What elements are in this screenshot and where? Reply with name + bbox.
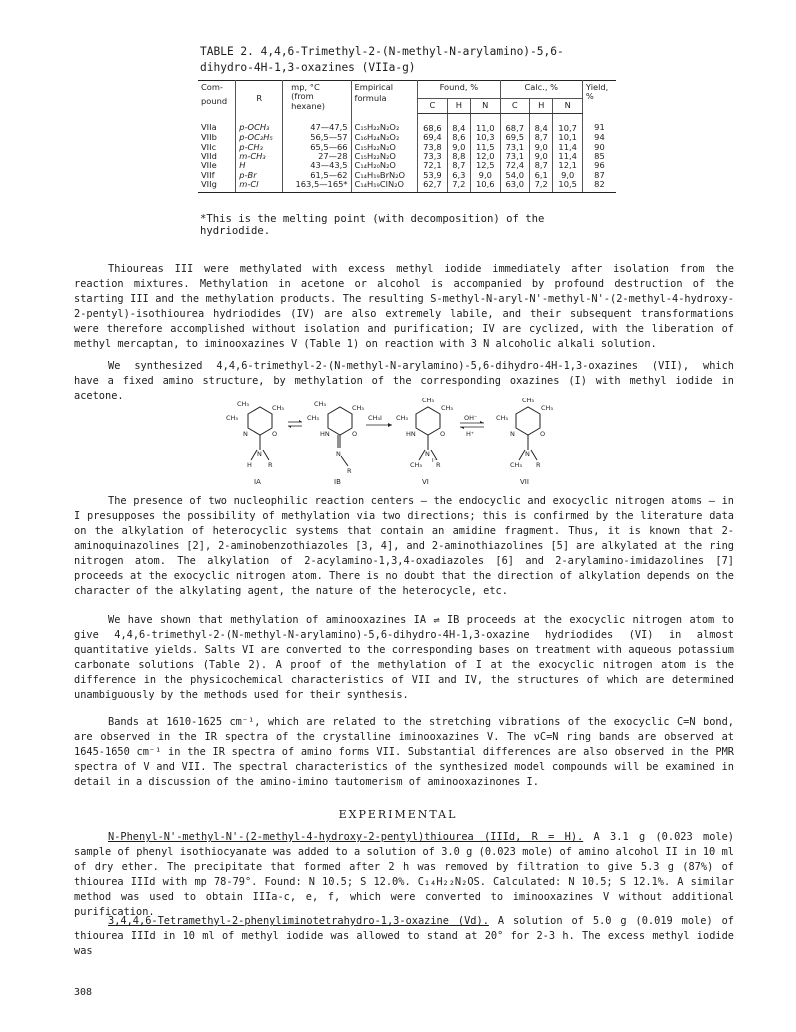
header-calc-c: C (500, 99, 530, 113)
structure-vii (496, 398, 553, 486)
cell-r: p-OCH₃ (236, 113, 283, 133)
table-row (198, 113, 616, 133)
cell-mp: 61,5—62 (283, 171, 351, 180)
label-ch3: CH₃ (496, 414, 509, 422)
cell-found-h: 9,0 (447, 143, 470, 152)
label-n: N (336, 450, 341, 458)
label-o: O (540, 430, 546, 438)
cell-calc-h: 8,4 (530, 113, 553, 133)
cell-found-c: 68,6 (418, 113, 448, 133)
label-o: O (440, 430, 446, 438)
cell-calc-h: 8,7 (530, 133, 553, 142)
cell-compound: VIId (198, 152, 236, 161)
label-ch3: CH₃ (396, 414, 409, 422)
cell-found-h: 7,2 (447, 180, 470, 192)
cell-r: p-CH₃ (236, 143, 283, 152)
label-i-minus: I⁻ (432, 458, 437, 464)
label-ch3: CH₃ (422, 398, 435, 404)
reagent-label: CH₃I (368, 414, 382, 422)
cell-formula: C₁₄H₁₉ClN₂O (351, 180, 418, 192)
cell-found-c: 69,4 (418, 133, 448, 142)
label-r: R (436, 461, 441, 469)
procedure-text-iiid: A 3.1 g (0.023 mole) sample of phenyl isothiocyanate was added to a solution of 3.0 g (0.023 mole) of amino alcohol II in 10 ml of dry ether. The precipitate that formed after 2 h was removed by filtration to give 5.3 g (87%) of thiourea IIId with mp 78-79°. Found: N 10.5; S 12.0%. C₁₄H₂₂N₂OS. Calculated: N 10.5; S 12.1%. A similar method was used to obtain IIIa-c, e, f, which were converted to iminooxazines V without additional purification. (74, 831, 734, 918)
cell-found-c: 62,7 (418, 180, 448, 192)
cell-calc-h: 9,0 (530, 143, 553, 152)
cell-calc-n: 10,7 (553, 113, 583, 133)
cell-yield: 94 (594, 132, 605, 143)
cell-r: p-OC₂H₅ (236, 133, 283, 142)
cell-calc-c: 72,4 (500, 161, 530, 170)
cell-found-h: 8,6 (447, 133, 470, 142)
cell-yield: 87 (594, 169, 605, 180)
cell-found-n: 10,3 (471, 133, 501, 142)
header-calc: Calc., % (500, 81, 582, 99)
label-hn: HN (320, 430, 330, 438)
label-ch3: CH₃ (226, 414, 239, 422)
label-ch3: CH₃ (410, 461, 423, 469)
cell-formula: C₁₄H₂₀N₂O (351, 161, 418, 170)
label-n: N (243, 430, 248, 438)
cell-compound: VIIe (198, 161, 236, 170)
cell-yield: 90 (594, 141, 605, 152)
reaction-scheme (210, 398, 590, 490)
header-compound: Com- pound (198, 81, 236, 114)
structure-ia (226, 400, 284, 486)
label-r: R (536, 461, 541, 469)
cell-yield: 96 (594, 160, 605, 171)
cell-calc-c: 68,7 (500, 113, 530, 133)
cell-compound: VIIa (198, 113, 236, 133)
table-row (198, 161, 616, 170)
table-row (198, 171, 616, 180)
cell-formula: C₁₅H₂₂N₂O₂ (351, 113, 418, 133)
label-o: O (352, 430, 358, 438)
table-row (198, 152, 616, 161)
cell-calc-n: 10,5 (553, 180, 583, 192)
cell-yield: 85 (594, 151, 605, 162)
header-found-h: H (447, 99, 470, 113)
label-ch3: CH₃ (307, 414, 320, 422)
cell-r: H (236, 161, 283, 170)
cell-found-c: 73,8 (418, 143, 448, 152)
cell-mp: 163,5—165* (283, 180, 351, 192)
label-h: H (247, 461, 252, 469)
structure-ib (307, 400, 364, 486)
header-r: R (236, 81, 283, 114)
cell-found-n: 12,0 (471, 152, 501, 161)
paragraph-experimental-1 (74, 830, 734, 920)
header-yield: Yield, % (582, 81, 616, 114)
cell-mp: 43—43,5 (283, 161, 351, 170)
label-r: R (347, 467, 352, 475)
label-n: N (510, 430, 515, 438)
compound-label-vi: VI (422, 478, 429, 486)
cell-found-n: 10,6 (471, 180, 501, 192)
table-row (198, 180, 616, 192)
cell-found-n: 11,0 (471, 113, 501, 133)
cell-mp: 27—28 (283, 152, 351, 161)
cell-found-h: 8,4 (447, 113, 470, 133)
acid-label: H⁺ (466, 430, 475, 438)
paragraph-synthesis-vii: We synthesized 4,4,6-trimethyl-2-(N-methyl-N-arylamino)-5,6-dihydro-4H-1,3-oxazines (VII), which have a fixed amino structure, by methylation of the corresponding oxazines (I) with methyl iodide in acetone. (74, 360, 734, 402)
procedure-title-iiid: N-Phenyl-N'-methyl-N'-(2-methyl-4-hydroxy-2-pentyl)thiourea (IIId, R = H). (108, 831, 584, 843)
label-n: N (257, 450, 262, 458)
cell-calc-n: 9,0 (553, 171, 583, 180)
cell-yield: 91 (594, 122, 605, 133)
label-r: R (268, 461, 273, 469)
cell-yield: 82 (582, 180, 616, 192)
data-table (198, 80, 616, 193)
compound-label-ib: IB (334, 478, 341, 486)
label-ch3: CH₃ (314, 400, 327, 408)
label-ch3: CH₃ (441, 404, 454, 412)
header-found-n: N (471, 99, 501, 113)
structure-vi (396, 398, 453, 486)
label-n: N (425, 450, 430, 458)
cell-formula: C₁₆H₂₄N₂O₂ (351, 133, 418, 142)
page-number: 308 (74, 987, 93, 998)
cell-found-n: 11,5 (471, 143, 501, 152)
cell-calc-c: 63,0 (500, 180, 530, 192)
header-mp: mp, °C (from hexane) (283, 81, 351, 114)
label-ch3: CH₃ (541, 404, 554, 412)
compound-label-vii: VII (520, 478, 529, 486)
header-found-c: C (418, 99, 448, 113)
table-caption-line1: TABLE 2. 4,4,6-Trimethyl-2-(N-methyl-N-arylamino)-5,6- (200, 45, 564, 58)
cell-compound: VIIg (198, 180, 236, 192)
header-formula: Empirical formula (351, 81, 418, 114)
table-caption (200, 44, 620, 76)
cell-calc-c: 69,5 (500, 133, 530, 142)
table-caption-line2: dihydro-4H-1,3-oxazines (VIIa-g) (200, 61, 416, 74)
cell-calc-n: 10,1 (553, 133, 583, 142)
procedure-text-vd: A solution of 5.0 g (0.019 mole) of thiourea IIId in 10 ml of methyl iodide was allowed to stand at 20° for 2-3 h. The excess methyl iodide was (74, 915, 734, 957)
label-ch3: CH₃ (522, 398, 535, 404)
header-calc-h: H (530, 99, 553, 113)
cell-compound: VIIb (198, 133, 236, 142)
paragraph-nucleophilic-centers: The presence of two nucleophilic reaction centers — the endocyclic and exocyclic nitrogen atoms — in I presupposes the possibility of methylation via two directions; this is confirmed by the literature data on the alkylation of heterocyclic systems that contain an amidine fragment. Thus, it is known that 2-aminoquinazolines [2], 2-aminobenzothiazoles [3, 4], and 2-aminothiazolines [5] are alkylated at the ring nitrogen atom. The alkylation of 2-acylamino-1,3,4-oxadiazoles [6] and 2-arylamino-imidazolines [7] proceeds at the exocyclic nitrogen atom. There is no doubt that the direction of alkylation depends on the character of the alkylating agent, the nature of the heterocycle, etc. (74, 495, 734, 597)
table-footnote: *This is the melting point (with decomposition) of the hydriodide. (200, 213, 545, 237)
cell-calc-h: 9,0 (530, 152, 553, 161)
compound-label-ia: IA (254, 478, 261, 486)
cell-formula: C₁₄H₁₉BrN₂O (351, 171, 418, 180)
cell-found-h: 8,7 (447, 161, 470, 170)
cell-formula: C₁₅H₂₂N₂O (351, 143, 418, 152)
label-ch3: CH₃ (510, 461, 523, 469)
procedure-title-vd: 3,4,4,6-Tetramethyl-2-phenyliminotetrahydro-1,3-oxazine (Vd). (108, 915, 489, 927)
paragraph-methylation-proof: We have shown that methylation of aminooxazines IA ⇌ IB proceeds at the exocyclic nitrogen atom to give 4,4,6-trimethyl-2-(N-methyl-N-arylamino)-5,6-dihydro-4H-1,3-oxazine hydriodides (VI) in almost quantitative yields. Salts VI are converted to the corresponding bases on treatment with aqueous potassium carbonate solutions (Table 2). A proof of the methylation of I at the exocyclic nitrogen atom is the difference in the physicochemical characteristics of VII and IV, the structures of which are determined unambiguously by the methods used for their synthesis. (74, 614, 734, 701)
cell-found-h: 8,8 (447, 152, 470, 161)
cell-calc-h: 8,7 (530, 161, 553, 170)
cell-calc-h: 6,1 (530, 171, 553, 180)
cell-found-n: 12,5 (471, 161, 501, 170)
cell-calc-c: 73,1 (500, 152, 530, 161)
table-header-row (198, 81, 616, 99)
paragraph-ir-spectra: Bands at 1610-1625 cm⁻¹, which are related to the stretching vibrations of the exocyclic C=N bond, are observed in the IR spectra of the crystalline iminooxazines V. The νC=N ring bands are observed at 1645-1650 cm⁻¹ in the IR spectra of amino forms VII. Substantial differences are also observed in the PMR spectra of V and VII. The spectral characteristics of the synthesized model compounds will be examined in detail in a discussion of the amino-imino tautomerism of aminooxazinones I. (74, 716, 734, 788)
cell-found-c: 53,9 (418, 171, 448, 180)
cell-r: p-Br (236, 171, 283, 180)
cell-mp: 47—47,5 (283, 113, 351, 133)
header-calc-n: N (553, 99, 583, 113)
cell-found-c: 72,1 (418, 161, 448, 170)
section-heading-experimental: EXPERIMENTAL (338, 808, 458, 821)
cell-calc-c: 54,0 (500, 171, 530, 180)
header-found: Found, % (418, 81, 500, 99)
cell-calc-n: 12,1 (553, 161, 583, 170)
base-label: OH⁻ (464, 414, 478, 422)
label-o: O (272, 430, 278, 438)
cell-found-n: 9,0 (471, 171, 501, 180)
label-ch3: CH₃ (272, 404, 285, 412)
cell-r: m-CH₃ (236, 152, 283, 161)
label-hn: HN (406, 430, 416, 438)
cell-calc-n: 11,4 (553, 143, 583, 152)
cell-calc-h: 7,2 (530, 180, 553, 192)
cell-found-h: 6,3 (447, 171, 470, 180)
cell-found-c: 73,3 (418, 152, 448, 161)
cell-formula: C₁₅H₂₂N₂O (351, 152, 418, 161)
cell-r: m-Cl (236, 180, 283, 192)
cell-compound: VIIc (198, 143, 236, 152)
cell-calc-n: 11,4 (553, 152, 583, 161)
label-ch3: CH₃ (352, 404, 365, 412)
paragraph-thioureas-methylation: Thioureas III were methylated with excess methyl iodide immediately after isolation from the reaction mixtures. Methylation in acetone or alcohol is accompanied by profound destruction of the starting III and the methylation products. The resulting S-methyl-N-aryl-N'-methyl-N'-(2-methyl-4-hydroxy-2-pentyl)-isothiourea hydriodides (IV) are also extremely labile, and their subsequent transformations were therefore accomplished without isolation and purification; IV are cyclized, with the liberation of methyl mercaptan, to iminooxazines V (Table 1) on reaction with 3 N alcoholic alkali solution. (74, 263, 734, 350)
cell-mp: 56,5—57 (283, 133, 351, 142)
cell-mp: 65,5—66 (283, 143, 351, 152)
paragraph-experimental-2 (74, 914, 734, 959)
cell-calc-c: 73,1 (500, 143, 530, 152)
label-n: N (525, 450, 530, 458)
label-ch3: CH₃ (237, 400, 250, 408)
cell-compound: VIIf (198, 171, 236, 180)
